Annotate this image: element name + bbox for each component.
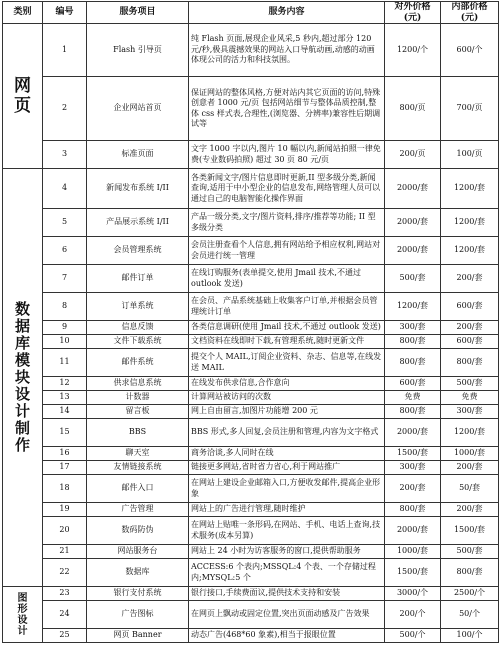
table-row: [3, 349, 499, 377]
row-content: 动态广告(468*60 象素),相当于报眼位置: [189, 629, 385, 643]
row-number: 3: [43, 141, 87, 169]
row-item: 数码防伪: [87, 517, 189, 545]
row-number: 17: [43, 461, 87, 475]
row-number: 9: [43, 321, 87, 335]
row-price-external: 800/套: [385, 503, 441, 517]
table-row: [3, 461, 499, 475]
row-item: 企业网站首页: [87, 77, 189, 141]
header-item: 服务项目: [87, 2, 189, 24]
row-price-external: 200/页: [385, 141, 441, 169]
row-price-internal: 600/套: [441, 293, 499, 321]
row-content: 链接更多网站,省时省力省心,利于网站推广: [189, 461, 385, 475]
row-item: 文件下载系统: [87, 335, 189, 349]
category-design: 图形设计: [3, 587, 43, 643]
row-item: 邮件入口: [87, 475, 189, 503]
row-number: 18: [43, 475, 87, 503]
table-row: [3, 447, 499, 461]
table-row: [3, 601, 499, 629]
row-price-external: 1200/套: [385, 293, 441, 321]
row-content: 网站上 24 小时为访客服务的窗口,提供帮助服务: [189, 545, 385, 559]
row-price-external: 2000/套: [385, 237, 441, 265]
row-price-internal: 50/个: [441, 601, 499, 629]
row-number: 15: [43, 419, 87, 447]
row-price-external: 免费: [385, 391, 441, 405]
table-row: [3, 169, 499, 209]
row-number: 11: [43, 349, 87, 377]
row-content: 在网站上贴唯一条形码,在网站、手机、电话上查询,技术服务(成本另算): [189, 517, 385, 545]
row-item: Flash 引导页: [87, 24, 189, 77]
row-number: 23: [43, 587, 87, 601]
row-content: 各类信息调研(使用 Jmail 技术,不通过 outlook 发送): [189, 321, 385, 335]
row-content: 网上自由留言,加图片功能增 200 元: [189, 405, 385, 419]
row-price-external: 2000/套: [385, 419, 441, 447]
table-row: [3, 405, 499, 419]
table-row: [3, 587, 499, 601]
row-price-external: 200/套: [385, 475, 441, 503]
row-number: 7: [43, 265, 87, 293]
table-row: [3, 141, 499, 169]
row-price-external: 200/个: [385, 601, 441, 629]
table-row: [3, 559, 499, 587]
row-price-internal: 1200/套: [441, 169, 499, 209]
row-price-internal: 500/套: [441, 545, 499, 559]
row-price-external: 500/套: [385, 265, 441, 293]
header-content: 服务内容: [189, 2, 385, 24]
row-content: 商务洽谈,多人同时在线: [189, 447, 385, 461]
row-item: 标准页面: [87, 141, 189, 169]
row-content: 产品一级分类,文字/图片资料,排序/推荐等功能; II 型多级分类: [189, 209, 385, 237]
row-price-internal: 免费: [441, 391, 499, 405]
row-item: 网页 Banner: [87, 629, 189, 643]
table-row: [3, 391, 499, 405]
row-price-external: 3000/个: [385, 587, 441, 601]
row-item: 广告图标: [87, 601, 189, 629]
table-row: [3, 335, 499, 349]
row-number: 5: [43, 209, 87, 237]
row-price-internal: 200/套: [441, 461, 499, 475]
row-content: 文档资料在线即时下载,有管理系统,随时更新文件: [189, 335, 385, 349]
row-price-internal: 50/套: [441, 475, 499, 503]
row-number: 12: [43, 377, 87, 391]
header-row: [3, 2, 499, 24]
table-row: [3, 237, 499, 265]
row-price-external: 800/套: [385, 335, 441, 349]
row-number: 21: [43, 545, 87, 559]
row-number: 8: [43, 293, 87, 321]
row-content: 在网站上建设企业邮箱入口,方便收发邮件,提高企业形象: [189, 475, 385, 503]
row-item: 友情链接系统: [87, 461, 189, 475]
table-row: [3, 503, 499, 517]
row-content: 会员注册查看个人信息,拥有网站给予相应权利,网站对会员进行统一管理: [189, 237, 385, 265]
row-item: 产品展示系统 I/II: [87, 209, 189, 237]
row-item: 信息反馈: [87, 321, 189, 335]
row-number: 16: [43, 447, 87, 461]
row-price-external: 800/套: [385, 349, 441, 377]
row-item: 留言板: [87, 405, 189, 419]
row-price-external: 2000/套: [385, 209, 441, 237]
row-number: 19: [43, 503, 87, 517]
row-content: 在网页上飘动或固定位置,突出页面动感及广告效果: [189, 601, 385, 629]
row-price-external: 1200/个: [385, 24, 441, 77]
row-content: 纯 Flash 页面,展现企业风采,5 秒内,超过部分 120 元/秒,极具震撼效果的网站入口导航动画,动感的动画体现公司的活力和科技氛围。: [189, 24, 385, 77]
row-price-internal: 200/套: [441, 265, 499, 293]
row-content: 提交个人 MAIL,订阅企业资料、杂志、信息等,在线发送 MAIL: [189, 349, 385, 377]
row-number: 10: [43, 335, 87, 349]
row-price-internal: 600/套: [441, 335, 499, 349]
row-price-internal: 800/套: [441, 349, 499, 377]
row-item: 网站服务台: [87, 545, 189, 559]
header-category: 类别: [3, 2, 43, 24]
row-number: 2: [43, 77, 87, 141]
row-content: 各类新闻文字/图片信息即时更新,II 型多级分类,新闻查询,适用于中小型企业的信息发布,网络管理人员可以通过自己的电脑智能化操作界面: [189, 169, 385, 209]
row-number: 13: [43, 391, 87, 405]
table-row: [3, 475, 499, 503]
row-number: 4: [43, 169, 87, 209]
row-number: 6: [43, 237, 87, 265]
row-number: 14: [43, 405, 87, 419]
row-price-external: 800/套: [385, 405, 441, 419]
row-content: BBS 形式,多人回复,会员注册和管理,内容为文字格式: [189, 419, 385, 447]
category-database: 数据库模块设计制作: [3, 169, 43, 587]
row-price-external: 1500/套: [385, 447, 441, 461]
row-item: 邮件系统: [87, 349, 189, 377]
row-number: 24: [43, 601, 87, 629]
row-price-external: 800/页: [385, 77, 441, 141]
row-price-internal: 200/套: [441, 503, 499, 517]
row-price-internal: 1200/套: [441, 419, 499, 447]
row-price-external: 1000/套: [385, 545, 441, 559]
row-item: 会员管理系统: [87, 237, 189, 265]
row-price-external: 500/个: [385, 629, 441, 643]
table-row: [3, 209, 499, 237]
row-price-internal: 600/个: [441, 24, 499, 77]
row-price-external: 300/套: [385, 321, 441, 335]
table-row: [3, 517, 499, 545]
row-content: 在线订购服务(表单提交,使用 Jmail 技术,不通过 outlook 发送): [189, 265, 385, 293]
row-price-external: 600/套: [385, 377, 441, 391]
row-price-external: 1500/套: [385, 559, 441, 587]
row-item: 数据库: [87, 559, 189, 587]
row-content: 保证网站的整体风格,方便对站内其它页面的访问,特殊创意者 1000 元/页 包括网站细节与整体品质控制,整体 css 样式表,合理性,(浏览器、分辨率)兼容性后期调试等: [189, 77, 385, 141]
row-number: 22: [43, 559, 87, 587]
row-content: 银行接口,手续费面议,提供技术支持和安装: [189, 587, 385, 601]
row-item: BBS: [87, 419, 189, 447]
row-price-external: 2000/套: [385, 169, 441, 209]
table-row: [3, 77, 499, 141]
row-price-internal: 700/页: [441, 77, 499, 141]
category-web: 网页: [3, 24, 43, 169]
row-price-internal: 200/套: [441, 321, 499, 335]
table-row: [3, 24, 499, 77]
row-content: 在会员、产品系统基础上收集客户订单,并根据会员管理统计订单: [189, 293, 385, 321]
row-number: 20: [43, 517, 87, 545]
row-price-internal: 1500/套: [441, 517, 499, 545]
row-price-external: 2000/套: [385, 517, 441, 545]
table-row: [3, 419, 499, 447]
row-content: 计算网站被访问的次数: [189, 391, 385, 405]
row-number: 1: [43, 24, 87, 77]
row-content: 在线发布供求信息,合作意向: [189, 377, 385, 391]
row-number: 25: [43, 629, 87, 643]
row-price-internal: 100/个: [441, 629, 499, 643]
header-price-external: 对外价格(元): [385, 2, 441, 24]
row-content: ACCESS:6 个表内;MSSQL:4 个表、一个存储过程内;MYSQL:5 个: [189, 559, 385, 587]
table-row: [3, 629, 499, 643]
row-price-external: 300/套: [385, 461, 441, 475]
row-price-internal: 1200/套: [441, 237, 499, 265]
header-price-internal: 内部价格(元): [441, 2, 499, 24]
row-item: 订单系统: [87, 293, 189, 321]
table-row: [3, 545, 499, 559]
row-item: 供求信息系统: [87, 377, 189, 391]
row-price-internal: 800/套: [441, 559, 499, 587]
row-item: 银行支付系统: [87, 587, 189, 601]
row-item: 广告管理: [87, 503, 189, 517]
row-price-internal: 1000/套: [441, 447, 499, 461]
row-price-internal: 500/套: [441, 377, 499, 391]
row-price-internal: 2500/个: [441, 587, 499, 601]
header-number: 编号: [43, 2, 87, 24]
table-row: [3, 293, 499, 321]
row-price-internal: 1200/套: [441, 209, 499, 237]
row-content: 文字 1000 字以内,图片 10 幅以内,新闻站拍照一律免费(专业数码拍照) 超过 30 页 80 元/页: [189, 141, 385, 169]
table-row: [3, 265, 499, 293]
table-row: [3, 377, 499, 391]
row-item: 新闻发布系统 I/II: [87, 169, 189, 209]
row-price-internal: 100/页: [441, 141, 499, 169]
row-item: 计数器: [87, 391, 189, 405]
table-row: [3, 321, 499, 335]
row-item: 聊天室: [87, 447, 189, 461]
row-content: 网站上的广告进行管理,随时维护: [189, 503, 385, 517]
row-item: 邮件订单: [87, 265, 189, 293]
row-price-internal: 300/套: [441, 405, 499, 419]
service-price-table: [2, 1, 499, 643]
